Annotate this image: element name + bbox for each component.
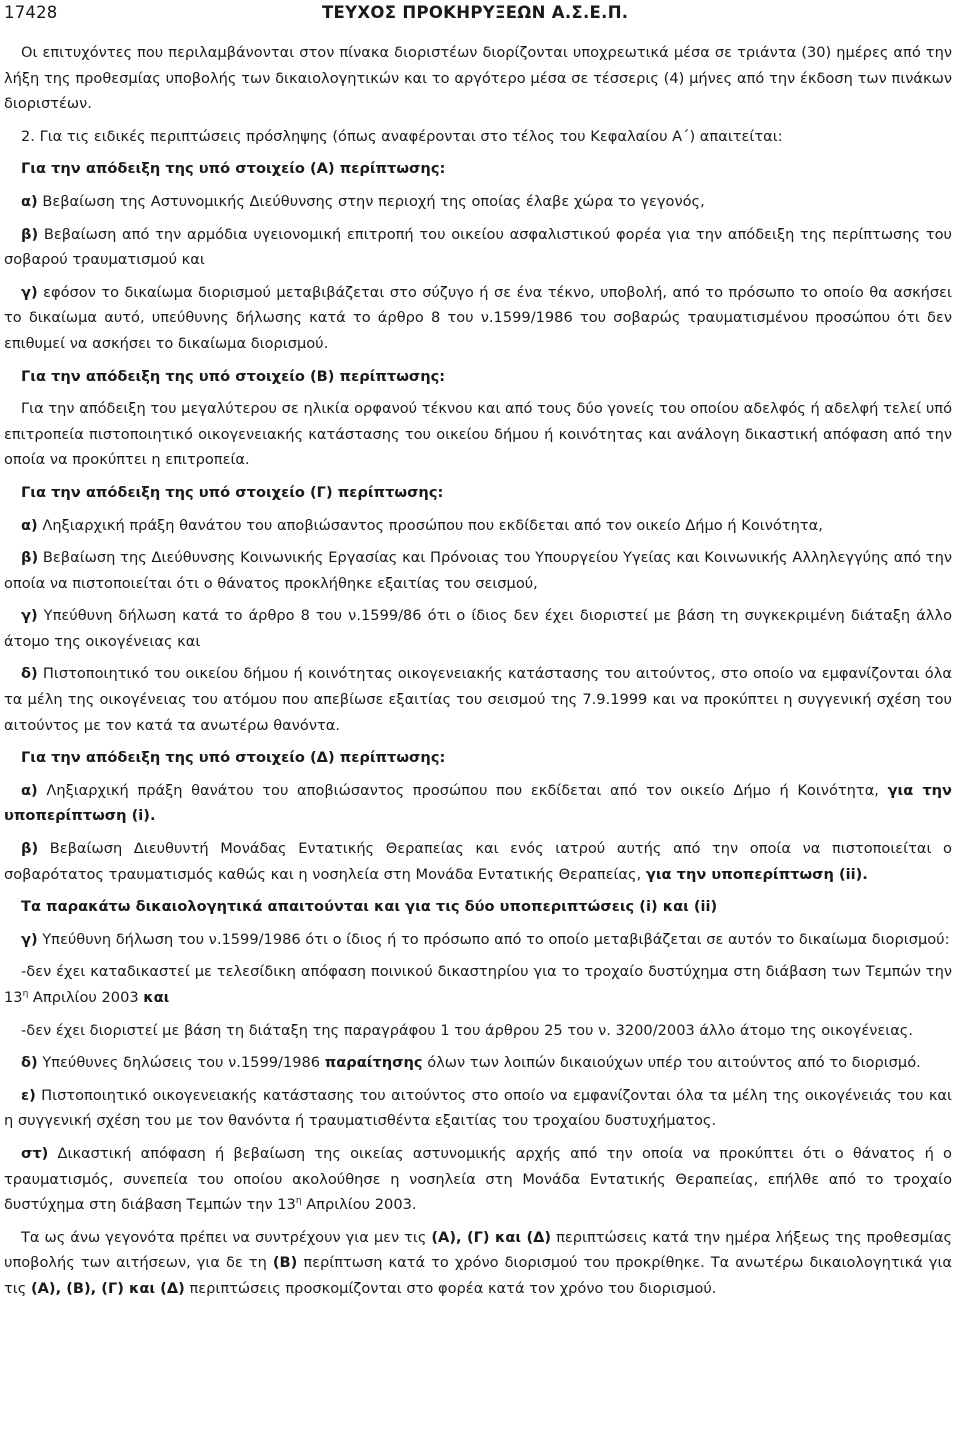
heading-case-b: Για την απόδειξη της υπό στοιχείο (Β) περίπτωσης: [21, 367, 446, 385]
dash-item-not-appointed: -δεν έχει διοριστεί με βάση τη διάταξη της παραγράφου 1 του άρθρου 25 του ν. 3200/2003 άλλο άτομο της οικογένειας. [21, 1021, 914, 1039]
item-c-b: β) Βεβαίωση της Διεύθυνσης Κοινωνικής Εργασίας και Πρόνοιας του Υπουργείου Υγείας και Κοινωνικής Αλληλεγγύης από την οποία να πιστοποιείται ότι ο θάνατος προκλήθηκε εξαιτίας του σεισμού, [4, 549, 952, 592]
item-marker: α) [21, 192, 38, 210]
item-marker: α) [21, 781, 38, 799]
item-marker: δ) [21, 665, 38, 683]
issue-title: ΤΕΥΧΟΣ ΠΡΟΚΗΡΥΞΕΩΝ Α.Σ.Ε.Π. [322, 3, 629, 22]
heading-case-a: Για την απόδειξη της υπό στοιχείο (Α) περίπτωσης: [21, 160, 446, 178]
item-c-c: γ) Υπεύθυνη δήλωση κατά το άρθρο 8 του ν.1599/86 ότι ο ίδιος δεν έχει διοριστεί με βάση τη συγκεκριμένη διάταξη άλλο άτομο της οικογένειας και [4, 607, 952, 650]
item-marker: γ) [21, 930, 38, 948]
item-e-f: στ) Δικαστική απόφαση ή βεβαίωση της οικείας αστυνομικής αρχής από την οποία να προκύπτει ότι ο θάνατος ή ο τραυματισμός, συνεπεία του οποίου ακολούθησε η νοσηλεία στη Μονάδα Εντατικής Θεραπείας, επήλθε από το τροχαίο δυστύχημα στη διάβαση Τεμπών την $13^\eta$ Απριλίου 2003. [4, 1144, 952, 1214]
item-c-d: δ) Πιστοποιητικό του οικείου δήμου ή κοινότητας οικογενειακής κατάστασης του αιτούντος, στο οποίο να εμφανίζονται όλα τα μέλη της οικογένειας του ατόμου που απεβίωσε εξαιτίας του σεισμού της 7.9.1999 και να προκύπτει η συγγενική σχέση του αιτούντος με τον κατά τα ανωτέρω θανόντα. [4, 665, 952, 734]
paragraph-special-cases: 2. Για τις ειδικές περιπτώσεις πρόσληψης (όπως αναφέρονται στο τέλος του Κεφαλαίου Α΄) απαιτείται: [21, 127, 783, 145]
item-marker: β) [21, 549, 39, 567]
item-d-b: β) Βεβαίωση Διευθυντή Μονάδας Εντατικής Θεραπείας και ενός ιατρού αυτής από την οποία να πιστοποιείται ο σοβαρότατος τραυματισμός καθώς και η νοσηλεία στη Μονάδα Εντατικής Θεραπείας, για την υποπερίπτωση (ii). [4, 840, 952, 883]
item-marker: ε) [21, 1086, 36, 1104]
item-marker: στ) [21, 1144, 49, 1162]
item-e-d: δ) Υπεύθυνες δηλώσεις του ν.1599/1986 παραίτησης όλων των λοιπών δικαιούχων υπέρ του αιτούντος από το διορισμό. [21, 1054, 921, 1072]
item-e-e: ε) Πιστοποιητικό οικογενειακής κατάστασης του αιτούντος στο οποίο να εμφανίζονται όλα τα μέλη της οικογένειάς του και η συγγενική σχέση του με τον θανόντα ή τραυματισθέντα εξαιτίας του τροχαίου δυστυχήματος. [4, 1086, 952, 1130]
dash-item-not-convicted: -δεν έχει καταδικαστεί με τελεσίδικη απόφαση ποινικού δικαστηρίου για το τροχαίο δυστύχημα στη διάβαση των Τεμπών την $13^\eta$ Απριλίου 2003 και [4, 963, 952, 1006]
heading-case-c: Για την απόδειξη της υπό στοιχείο (Γ) περίπτωσης: [21, 483, 444, 501]
heading-both-subcases: Τα παρακάτω δικαιολογητικά απαιτούνται και για τις δύο υποπεριπτώσεις (i) και (ii) [21, 898, 718, 916]
item-marker: δ) [21, 1054, 38, 1072]
heading-case-d: Για την απόδειξη της υπό στοιχείο (Δ) περίπτωσης: [21, 749, 446, 767]
page-header [4, 3, 950, 27]
item-b: Για την απόδειξη του μεγαλύτερου σε ηλικία ορφανού τέκνου και από τους δύο γονείς του οποίου αδελφός ή αδελφή τελεί υπό επιτροπεία πιστοποιητικό οικογενειακής κατάστασης του οικείου δήμου ή κοινότητας και ανάλογη δικαστική απόφαση από την οποία να προκύπτει η επιτροπεία. [4, 400, 952, 469]
item-marker: γ) [21, 283, 38, 301]
item-marker: γ) [21, 607, 38, 625]
page-number: 17428 [4, 3, 58, 22]
paragraph-appointment-deadline: Οι επιτυχόντες που περιλαμβάνονται στον πίνακα διοριστέων διορίζονται υποχρεωτικά μέσα σε τριάντα (30) ημέρες από την λήξη της προθεσμίας υποβολής των δικαιολογητικών και το αργότερο μέσα σε τέσσερις (4) μήνες από την έκδοση των πινάκων διοριστέων. [4, 44, 952, 113]
item-marker: β) [21, 225, 39, 243]
document-body [4, 40, 952, 1309]
item-e-c: γ) Υπεύθυνη δήλωση του ν.1599/1986 ότι ο ίδιος ή το πρόσωπο από το οποίο μεταβιβάζεται σε αυτόν το δικαίωμα διορισμού: [21, 930, 950, 948]
item-a-b: β) Βεβαίωση από την αρμόδια υγειονομική επιτροπή του οικείου ασφαλιστικού φορέα για την απόδειξη της περίπτωσης του σοβαρού τραυματισμού και [4, 225, 952, 269]
item-a-c: γ) εφόσον το δικαίωμα διορισμού μεταβιβάζεται στο σύζυγο ή σε ένα τέκνο, υποβολή, από το πρόσωπο το οποίο θα ασκήσει το δικαίωμα αυτό, υπεύθυνης δήλωσης κατά το άρθρο 8 του ν.1599/1986 του σοβαρώς τραυματισμένου προσώπου ότι δεν επιθυμεί να ασκήσει το δικαίωμα διορισμού. [4, 283, 952, 352]
item-marker: β) [21, 840, 39, 858]
paragraph-conditions: Τα ως άνω γεγονότα πρέπει να συντρέχουν για μεν τις (Α), (Γ) και (Δ) περιπτώσεις κατά την ημέρα λήξεως της προθεσμίας υποβολής των αιτήσεων, για δε τη (Β) περίπτωση κατά το χρόνο διορισμού του προκρίθηκε. Τα ανωτέρω δικαιολογητικά για τις (Α), (Β), (Γ) και (Δ) περιπτώσεις προσκομίζονται στο φορέα κατά τον χρόνο του διορισμού. [4, 1228, 953, 1297]
item-d-a: α) Ληξιαρχική πράξη θανάτου του αποβιώσαντος προσώπου που εκδίδεται από τον οικείο Δήμο ή Κοινότητα, για την υποπερίπτωση (i). [4, 781, 952, 825]
item-a-a: α) Βεβαίωση της Αστυνομικής Διεύθυνσης στην περιοχή της οποίας έλαβε χώρα το γεγονός, [21, 192, 705, 210]
item-marker: α) [21, 516, 38, 534]
item-c-a: α) Ληξιαρχική πράξη θανάτου του αποβιώσαντος προσώπου που εκδίδεται από τον οικείο Δήμο ή Κοινότητα, [21, 516, 823, 534]
